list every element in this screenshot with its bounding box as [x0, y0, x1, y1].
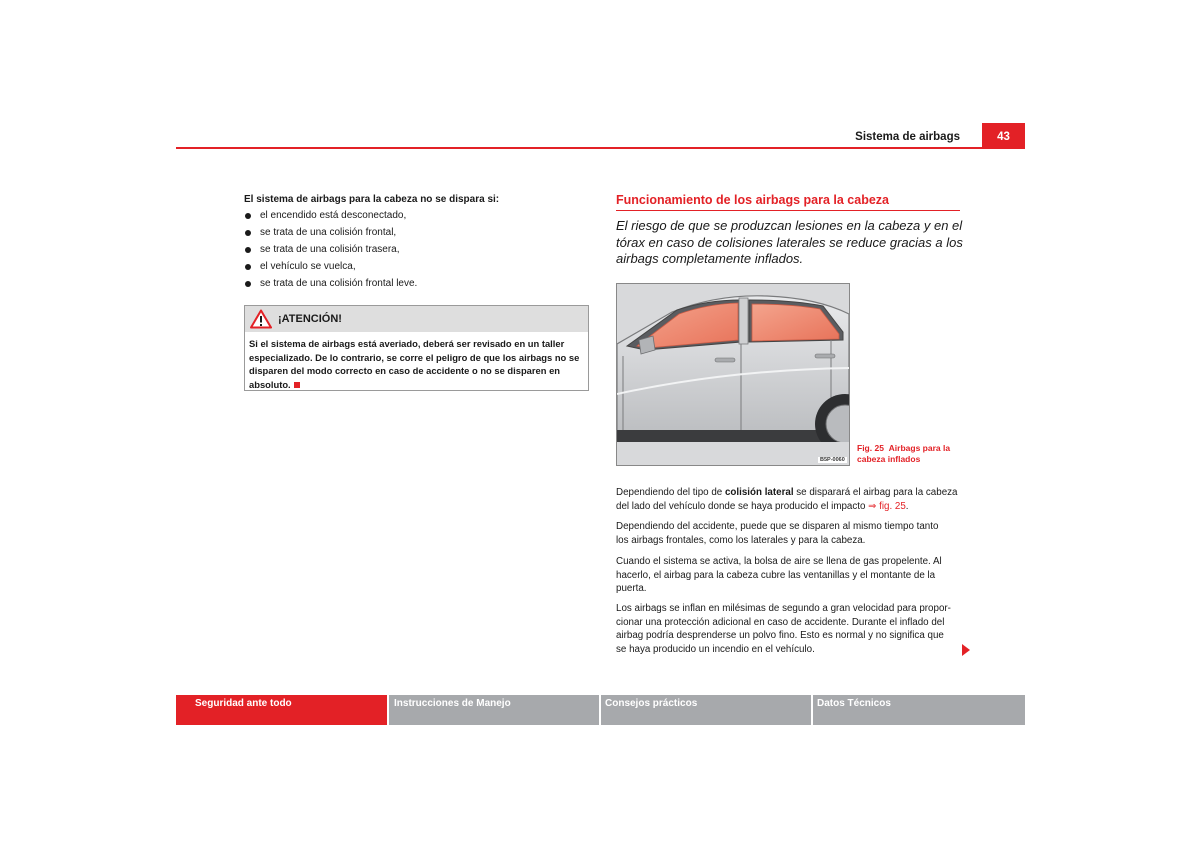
intro-text: El riesgo de que se produzcan lesiones en la cabeza y en el tórax en caso de colisiones laterales se reduce gracias a los airbags completamente inflados.	[616, 218, 963, 266]
figure-code: B5P-0060	[820, 457, 845, 463]
paragraph-4: Los airbags se inflan en milésimas de segundo a gran velocidad para propor- cionar una protección adicional en caso de accidente. Durante el inflado del airbag podría desprenderse un polvo fino. Esto es normal y no significa que se haya producido un incendio en el vehículo.	[616, 603, 951, 655]
footer-tab-instrucciones[interactable]: Instrucciones de Manejo	[389, 695, 599, 725]
bullet-icon	[245, 281, 251, 287]
section-title: Funcionamiento de los airbags para la cabeza	[616, 193, 889, 207]
warning-box	[244, 305, 589, 391]
bullet-icon	[245, 213, 251, 219]
header-rule	[176, 147, 984, 149]
footer-tab-seguridad[interactable]: Seguridad ante todo	[176, 695, 387, 725]
bullet-icon	[245, 247, 251, 253]
continue-arrow-icon	[962, 644, 970, 656]
footer-tab-consejos[interactable]: Consejos prácticos	[601, 695, 811, 725]
warning-triangle-icon	[250, 309, 272, 329]
list-item: el vehículo se vuelca,	[244, 260, 417, 277]
section-rule	[616, 210, 960, 211]
list-item: se trata de una colisión trasera,	[244, 243, 417, 260]
list-item: se trata de una colisión frontal,	[244, 226, 417, 243]
figure-car-airbags	[616, 283, 850, 466]
running-header-title: Sistema de airbags	[855, 131, 960, 143]
page-number: 43	[997, 131, 1010, 143]
left-heading: El sistema de airbags para la cabeza no se dispara si:	[244, 194, 500, 205]
end-marker-icon	[294, 382, 300, 388]
paragraph-3: Cuando el sistema se activa, la bolsa de aire se llena de gas propelente. Al hacerlo, el airbag para la cabeza cubre las ventanillas y el montante de la puerta.	[616, 556, 942, 594]
figure-reference-link[interactable]: ⇒ fig. 25	[868, 500, 906, 512]
paragraph-2: Dependiendo del accidente, puede que se disparen al mismo tiempo tanto los airbags frontales, como los laterales y para la cabeza.	[616, 521, 939, 546]
warning-text: Si el sistema de airbags está averiado, deberá ser revisado en un taller especializado. De lo contrario, se corre el peligro de que los airbags no se disparen del modo correcto en caso de accidente o no se disparen en absoluto.	[249, 338, 580, 390]
list-item: el encendido está desconectado,	[244, 209, 417, 226]
warning-header	[245, 306, 588, 332]
list-item: se trata de una colisión frontal leve.	[244, 277, 417, 294]
bullet-list	[244, 209, 417, 294]
bullet-icon	[245, 230, 251, 236]
car-side-illustration	[617, 284, 849, 465]
warning-title: ¡ATENCIÓN!	[278, 313, 342, 325]
footer-tab-datos[interactable]: Datos Técnicos	[813, 695, 1025, 725]
figure-caption: Fig. 25 Airbags para la cabeza inflados	[857, 443, 951, 464]
bullet-icon	[245, 264, 251, 270]
paragraph-1: Dependiendo del tipo de colisión lateral se disparará el airbag para la cabeza del lado del vehículo donde se haya producido el impacto ⇒ fig. 25.	[616, 487, 958, 512]
